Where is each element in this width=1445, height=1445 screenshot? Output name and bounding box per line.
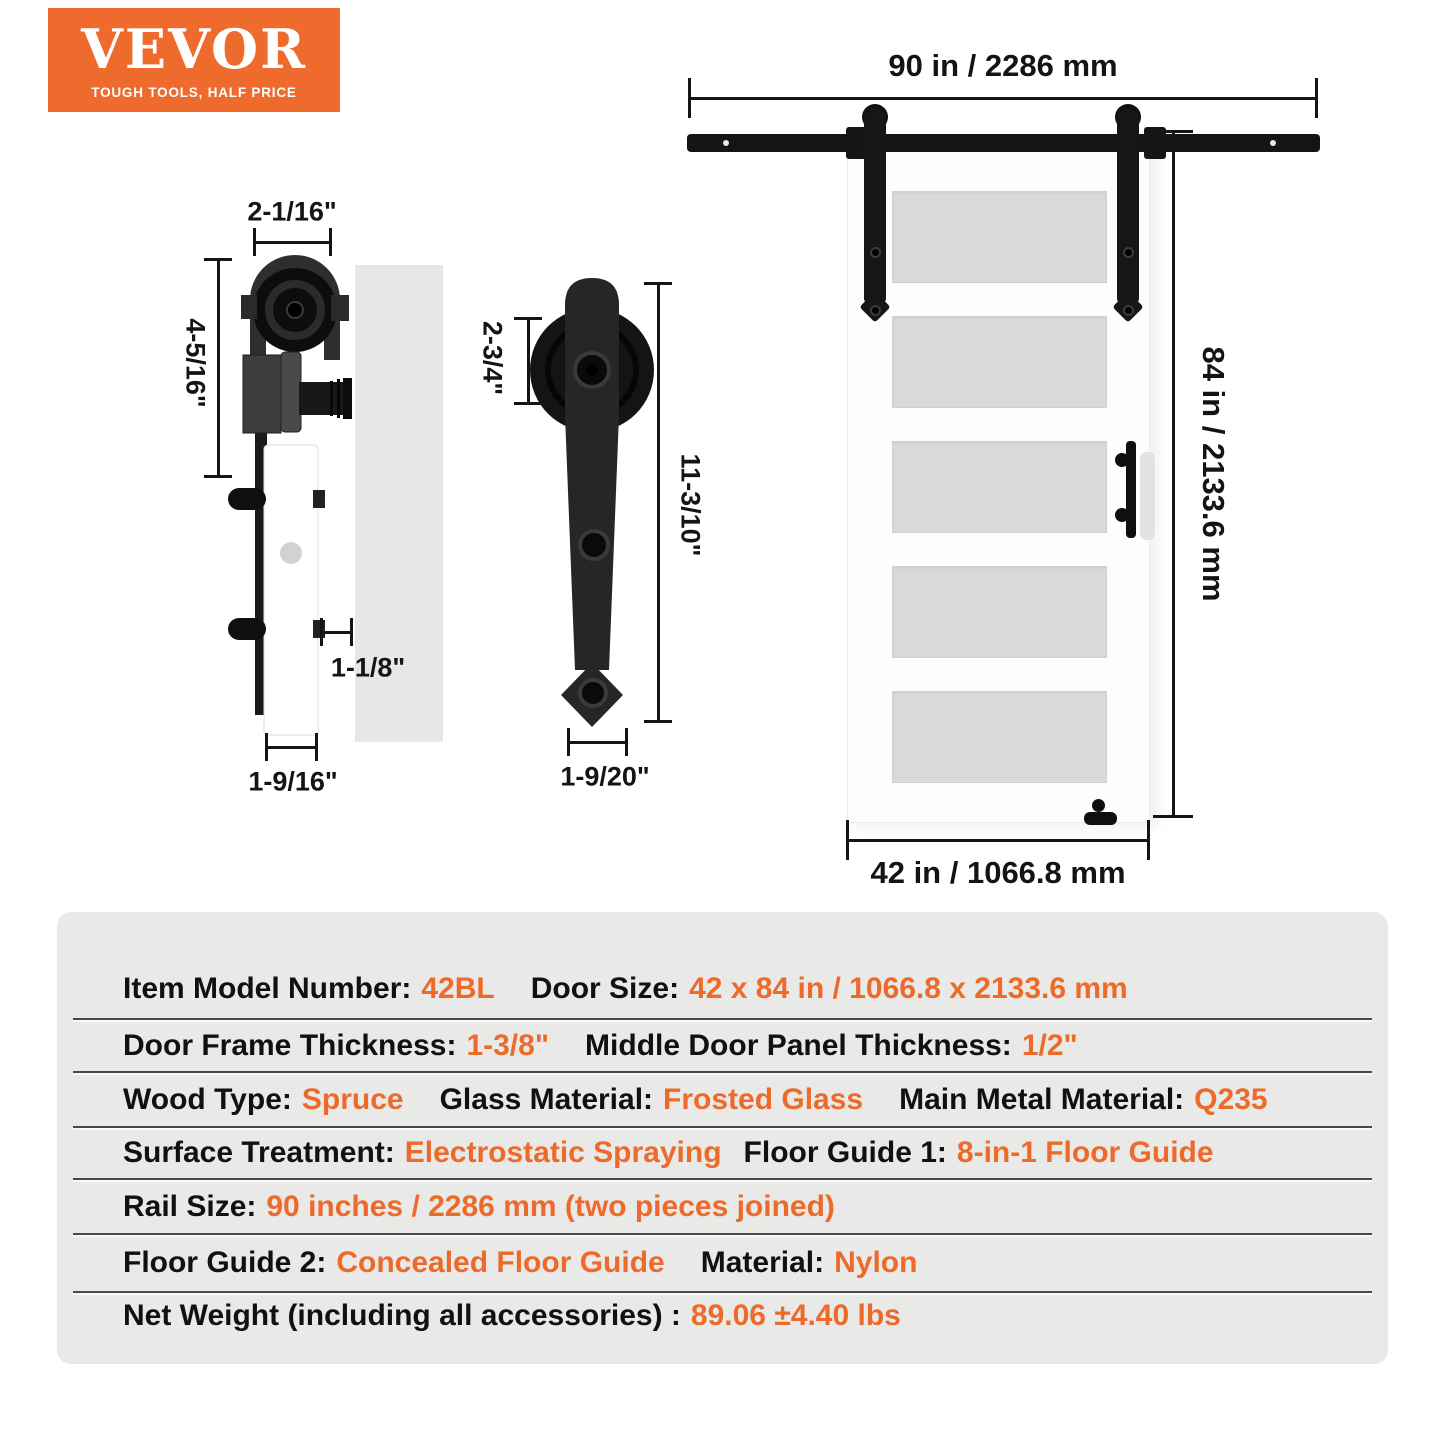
spec-value: 89.06 ±4.40 lbs [690, 1299, 901, 1332]
spec-label: Glass Material: [439, 1082, 654, 1116]
axle-cylinder [299, 382, 349, 415]
spec-label: Item Model Number: [123, 972, 412, 1005]
spec-value: Concealed Floor Guide [336, 1246, 665, 1279]
dim-door-height-line [1172, 130, 1175, 818]
hanger-strap-figure [525, 275, 665, 735]
spec-label: Door Frame Thickness: [123, 1028, 457, 1062]
mount-bracket [243, 355, 281, 433]
dim-door-thickness-label: 1-9/16" [248, 766, 338, 797]
glass-panel-4 [892, 566, 1107, 658]
bolt-lower-end [313, 620, 325, 638]
glass-panel-3 [892, 441, 1107, 533]
axle-nut-right [331, 295, 349, 321]
axle-rib [330, 381, 333, 416]
floor-guide-bar [1084, 812, 1117, 825]
dim-rail-length-label: 90 in / 2286 mm [888, 48, 1118, 83]
spec-value: 8-in-1 Floor Guide [956, 1136, 1214, 1169]
dim-roller-height-label: 4-5/16" [180, 318, 211, 408]
hanger-bolt [870, 247, 881, 258]
dim-roller-height-line [217, 258, 220, 478]
glass-panel-1 [892, 191, 1107, 283]
brand-name: VEVOR [81, 17, 307, 81]
bolt-upper-end [313, 490, 325, 508]
spec-label: Rail Size: [123, 1189, 257, 1223]
hanger-bolt [1123, 247, 1134, 258]
spec-label: Door Size: [530, 972, 680, 1005]
brand-tagline: TOUGH TOOLS, HALF PRICE [91, 85, 297, 100]
spec-row-floor-guide [57, 1235, 1388, 1291]
spec-label: Floor Guide 2: [123, 1246, 327, 1279]
strap-mid-bolt [580, 531, 608, 559]
spec-label: Middle Door Panel Thickness: [585, 1028, 1012, 1062]
spec-row-weight [57, 1293, 1388, 1364]
dim-strap-length-line [657, 282, 660, 723]
spec-table [57, 912, 1388, 1364]
spec-value: Nylon [834, 1246, 918, 1279]
axle-rib [337, 379, 340, 418]
strap-tip-bolt [580, 680, 606, 706]
door-handle [1126, 441, 1136, 538]
sliding-rail [687, 134, 1320, 152]
roller-axle-hub [287, 302, 303, 318]
spec-value: Electrostatic Spraying [404, 1136, 722, 1169]
spec-row-thickness [57, 1020, 1388, 1071]
rail-screw-hole [723, 140, 729, 146]
door-edge-hole [280, 542, 302, 564]
dim-door-gap-line [320, 631, 353, 634]
spec-value: 1-3/8" [466, 1028, 550, 1062]
spec-row-rail-size [57, 1180, 1388, 1233]
spec-row-surface [57, 1128, 1388, 1178]
dim-wheel-diameter-label: 2-3/4" [477, 320, 508, 396]
dim-door-width-label: 42 in / 1066.8 mm [870, 855, 1126, 890]
strap-body [565, 278, 619, 670]
hanger-bolt [870, 305, 881, 316]
door-edge-bar [264, 445, 318, 735]
axle-rib-end [343, 378, 352, 419]
hanger-strap [864, 108, 886, 302]
spec-value: Spruce [301, 1082, 404, 1116]
dim-rail-length-line [688, 97, 1318, 100]
spec-row-materials [57, 1073, 1388, 1126]
floor-guide-knob [1092, 799, 1105, 812]
spec-label: Material: [700, 1246, 825, 1279]
glass-panel-5 [892, 691, 1107, 783]
spec-value: Frosted Glass [663, 1082, 864, 1116]
dim-wheel-diameter-line [527, 317, 530, 405]
mount-plate [281, 352, 301, 432]
dim-roller-top-width-label: 2-1/16" [247, 196, 337, 227]
vevor-logo [48, 8, 340, 112]
hanger-bolt [1123, 305, 1134, 316]
spec-value: 42BL [421, 972, 495, 1005]
dim-strap-width-line [567, 741, 628, 744]
spec-value: 42 x 84 in / 1066.8 x 2133.6 mm [689, 972, 1128, 1005]
glass-panel-2 [892, 316, 1107, 408]
hanger-strap [1117, 108, 1139, 302]
spec-label: Floor Guide 1: [743, 1136, 947, 1169]
dim-door-gap-label: 1-1/8" [330, 652, 406, 683]
dim-door-width-line [846, 839, 1150, 842]
spec-row-model [57, 912, 1388, 1018]
bolt-upper [228, 488, 266, 510]
spec-value: 90 inches / 2286 mm (two pieces joined) [266, 1189, 835, 1223]
handle-shadow [1140, 452, 1155, 540]
barn-door [847, 140, 1150, 823]
dim-door-height-label: 84 in / 2133.6 mm [1196, 346, 1231, 602]
spec-label: Surface Treatment: [123, 1136, 395, 1169]
strap-axle-center [586, 364, 598, 376]
spec-label: Net Weight (including all accessories) : [123, 1299, 681, 1332]
dim-door-thickness-line [265, 746, 318, 749]
spec-label: Wood Type: [123, 1082, 292, 1116]
dim-strap-width-label: 1-9/20" [560, 761, 650, 792]
bolt-lower [228, 618, 266, 640]
spec-label: Main Metal Material: [899, 1082, 1185, 1116]
dim-roller-top-width-line [253, 241, 332, 244]
spec-value: Q235 [1194, 1082, 1268, 1116]
dim-strap-length-label: 11-3/10" [675, 453, 706, 557]
spec-value: 1/2" [1021, 1028, 1078, 1062]
axle-nut-left [241, 295, 257, 319]
rail-screw-hole [1270, 140, 1276, 146]
